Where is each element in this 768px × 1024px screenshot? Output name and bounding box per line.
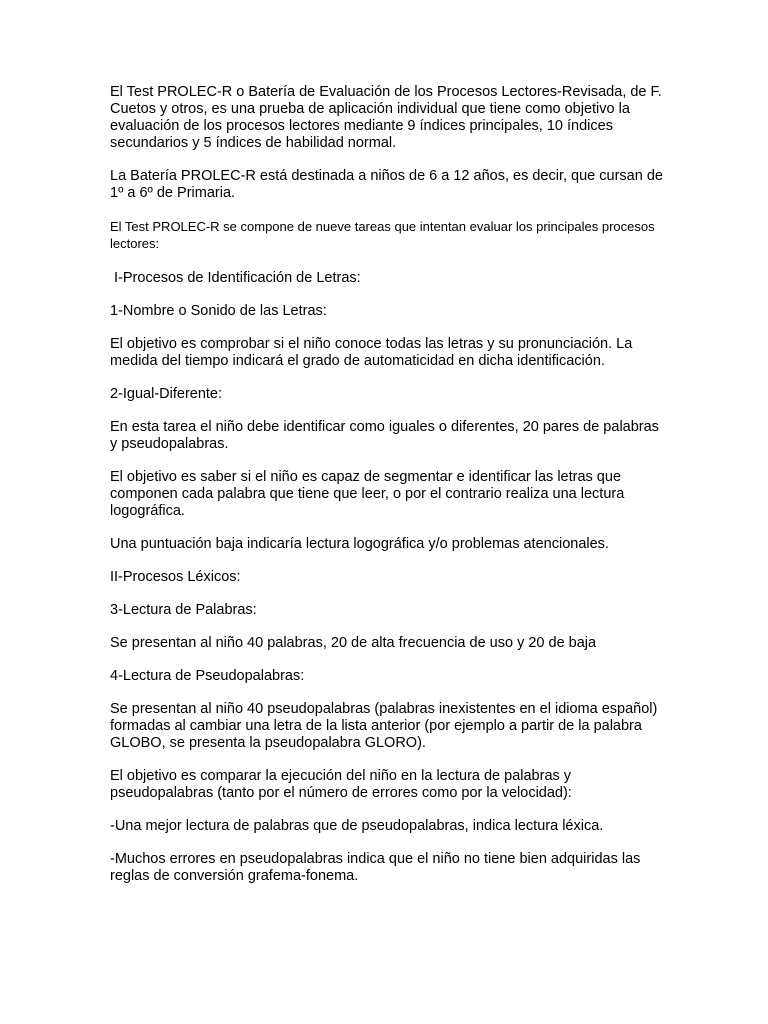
task-pseudoword-reading-description: Se presentan al niño 40 pseudopalabras (palabras inexistentes en el idioma español) formadas al cambiar una letra de la lista anterior (por ejemplo a partir de la palabra GLOBO, se presenta la pseudopalabra GLORO). <box>110 701 658 751</box>
section-heading-lexical-processes: II-Procesos Léxicos: <box>110 569 241 585</box>
task-pseudoword-reading-note-lexical: -Una mejor lectura de palabras que de pseudopalabras, indica lectura léxica. <box>110 818 604 834</box>
task-heading-same-different: 2-Igual-Diferente: <box>110 386 223 402</box>
section-heading-letter-identification: I-Procesos de Identificación de Letras: <box>110 270 361 286</box>
task-heading-pseudoword-reading: 4-Lectura de Pseudopalabras: <box>110 668 305 684</box>
task-letter-names-objective: El objetivo es comprobar si el niño conoce todas las letras y su pronunciación. La medida del tiempo indicará el grado de automaticidad en dicha identificación. <box>110 336 633 369</box>
task-heading-word-reading: 3-Lectura de Palabras: <box>110 602 257 618</box>
task-pseudoword-reading-objective: El objetivo es comparar la ejecución del niño en la lectura de palabras y pseudopalabras (tanto por el número de errores como por la velocidad): <box>110 768 572 801</box>
task-same-different-score-note: Una puntuación baja indicaría lectura logográfica y/o problemas atencionales. <box>110 536 609 552</box>
intro-paragraph: El Test PROLEC-R o Batería de Evaluación de los Procesos Lectores-Revisada, de F. Cuetos y otros, es una prueba de aplicación individual que tiene como objetivo la evaluación de los procesos lectores mediante 9 índices principales, 10 índices secundarios y 5 índices de habilidad normal. <box>110 84 662 151</box>
task-heading-letter-names: 1-Nombre o Sonido de las Letras: <box>110 303 327 319</box>
target-age-paragraph: La Batería PROLEC-R está destinada a niños de 6 a 12 años, es decir, que cursan de 1º a 6º de Primaria. <box>110 168 663 201</box>
task-same-different-objective: El objetivo es saber si el niño es capaz de segmentar e identificar las letras que componen cada palabra que tiene que leer, o por el contrario realiza una lectura logográfica. <box>110 469 625 519</box>
task-same-different-description: En esta tarea el niño debe identificar como iguales o diferentes, 20 pares de palabras y pseudopalabras. <box>110 419 659 452</box>
task-word-reading-description: Se presentan al niño 40 palabras, 20 de alta frecuencia de uso y 20 de baja <box>110 635 597 651</box>
tasks-intro-paragraph: El Test PROLEC-R se compone de nueve tareas que intentan evaluar los principales procesos lectores: <box>110 219 655 251</box>
document-page <box>110 84 670 901</box>
task-pseudoword-reading-note-conversion: -Muchos errores en pseudopalabras indica que el niño no tiene bien adquiridas las reglas de conversión grafema-fonema. <box>110 851 641 884</box>
